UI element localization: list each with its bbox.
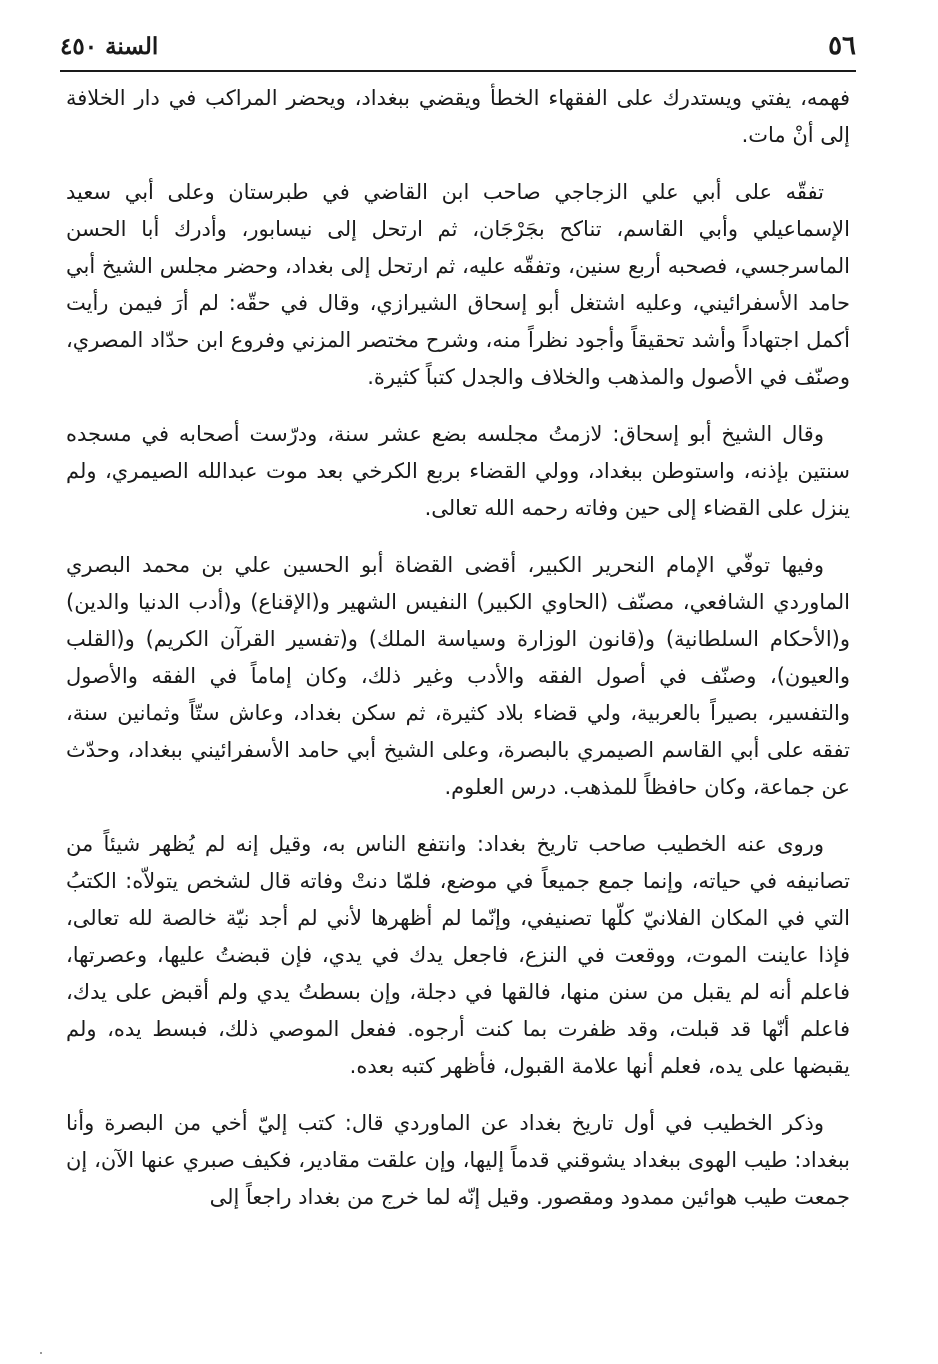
page-body	[66, 80, 850, 1216]
scan-speck	[40, 1352, 42, 1354]
page-number: ٥٦	[828, 31, 856, 61]
paragraph-continuation: فهمه، يفتي ويستدرك على الفقهاء الخطأ ويقضي ببغداد، ويحضر المراكب في دار الخلافة إلى أنْ مات.	[66, 86, 850, 147]
paragraph-mawardi-death: وفيها توفّي الإمام النحرير الكبير، أقضى القضاة أبو الحسين علي بن محمد البصري الماوردي الشافعي، مصنّف (الحاوي الكبير) النفيس الشهير و(الإقناع) و(أدب الدنيا والدين) و(الأحكام السلطانية) و(قانون الوزارة وسياسة الملك) و(تفسير القرآن الكريم) و(القلب والعيون)، وصنّف في أصول الفقه والأدب وغير ذلك، وكان إماماً في الفقه والأصول والتفسير، بصيراً بالعربية، ولي قضاء بلاد كثيرة، ثم سكن بغداد، وعاش ستّاً وثمانين سنة، تفقه على أبي القاسم الصيمري بالبصرة، وعلى الشيخ أبي حامد الأسفرائيني ببغداد، وحدّث عن جماعة، وكان حافظاً للمذهب. درس العلوم.	[66, 553, 850, 799]
paragraph-tafaqquh: تفقّه على أبي علي الزجاجي صاحب ابن القاضي في طبرستان وعلى أبي سعيد الإسماعيلي وأبي القاسم، تناكح بجَرْجَان، ثم ارتحل إلى نيسابور، وأدرك أبا الحسن الماسرجسي، فصحبه أربع سنين، وتفقّه عليه، ثم ارتحل إلى بغداد، وحضر مجلس الشيخ أبي حامد الأسفرائيني، وعليه اشتغل أبو إسحاق الشيرازي، وقال في حقّه: لم أرَ فيمن رأيت أكمل اجتهاداً وأشد تحقيقاً وأجود نظراً منه، وشرح مختصر المزني وفروع ابن حدّاد المصري، وصنّف في الأصول والمذهب والخلاف والجدل كتباً كثيرة.	[66, 180, 850, 389]
paragraph-baghdad-history: وذكر الخطيب في أول تاريخ بغداد عن الماوردي قال: كتب إليّ أخي من البصرة وأنا ببغداد: طيب الهوى ببغداد يشوقني قدماً إليها، وإن علقت مقادير، فكيف صبري عنها الآن، إن جمعت طيب هوائين ممدود ومقصور. وقيل إنّه لما خرج من بغداد راجعاً إلى	[66, 1111, 850, 1209]
running-title-year: السنة ٤٥٠	[60, 33, 159, 60]
paragraph-abu-ishaq: وقال الشيخ أبو إسحاق: لازمتُ مجلسه بضع عشر سنة، ودرّست أصحابه في مسجده سنتين بإذنه، واستوطن ببغداد، وولي القضاء بربع الكرخي بعد موت عبدالله الصيمري، ولم ينزل على القضاء إلى حين وفاته رحمه الله تعالى.	[66, 422, 850, 520]
header-divider	[60, 70, 856, 72]
page-header	[60, 28, 856, 68]
paragraph-khatib-narration: وروى عنه الخطيب صاحب تاريخ بغداد: وانتفع الناس به، وقيل إنه لم يُظهر شيئاً من تصانيفه في حياته، وإنما جمع جميعاً في موضع، فلمّا دنتْ وفاته قال لشخص يتولاّه: الكتبُ التي في المكان الفلانيّ كلّها تصنيفي، وإنّما لم أظهرها لأني لم أجد نيّة خالصة لله تعالى، فإذا عاينت الموت، ووقعت في النزع، فاجعل يدك في يدي، فإن قبضتُ عليها، وعصرتها، فاعلم أنه لم يقبل من سنن منها، فالقها في دجلة، وإن بسطتُ يدي ولم أقبض على يدك، فاعلم أنّها قد قبلت، وقد ظفرت بما كنت أرجوه. ففعل الموصي ذلك، فبسط يده، ولم يقبضها على يده، فعلم أنها علامة القبول، فأظهر كتبه بعده.	[66, 832, 850, 1078]
